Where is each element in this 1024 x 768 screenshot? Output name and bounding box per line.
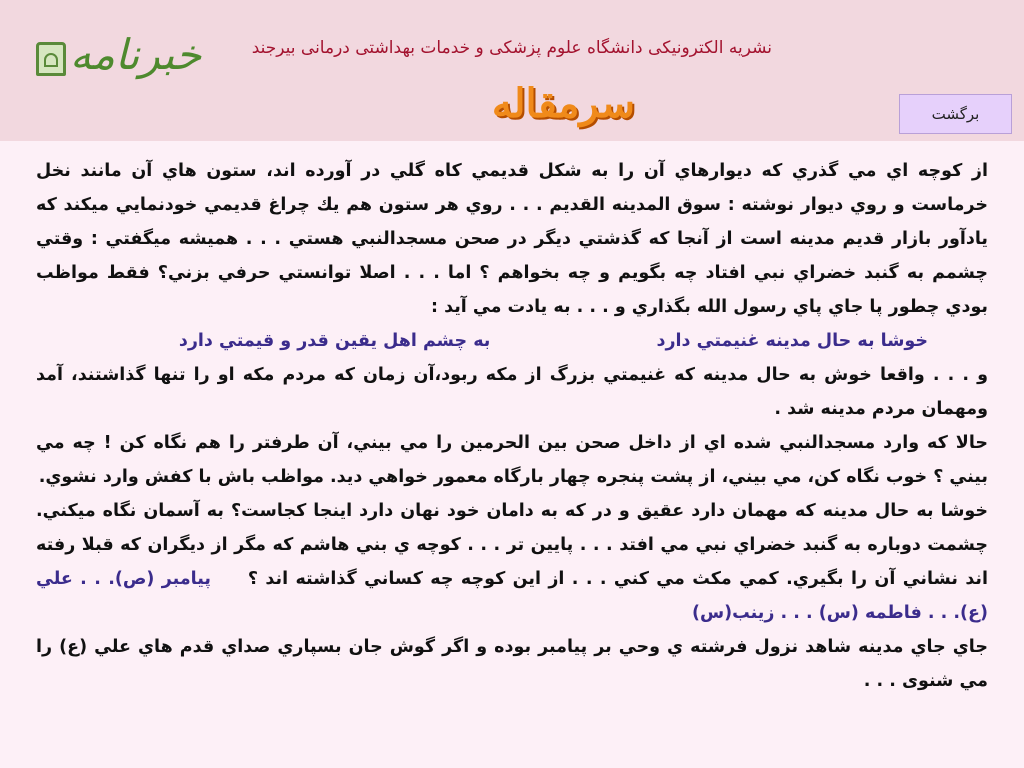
building-icon [36, 42, 66, 76]
logo [30, 30, 202, 110]
paragraph-1: از كوچه اي مي گذري كه ديوارهاي آن را به شكل قديمي كاه گلي در آورده اند، ستون هاي آن مانند نخل خرماست و روي ديوار نوشته : سوق المدينه القديم . . . روي هر ستون هم يك چراغ قديمي خودنمايي ميكند كه يادآور بازار قديم مدينه است از آنجا كه گذشتي ديگر در صحن مسجدالنبي هستي . . . هميشه ميگفتي : وقتي چشمم به گنبد خضراي نبي افتاد چه بگويم و چه بخواهم ؟ اما . . . اصلا توانستي حرفي بزني؟ فقط مواظب بودي چطور پا جاي پاي رسول الله بگذاري و . . . به يادت مي آيد : [36, 161, 988, 317]
newsletter-subtitle: نشريه الكترونيكی دانشگاه علوم پزشكی و خدمات بهداشتی درمانی بيرجند [251, 38, 772, 58]
back-button[interactable]: برگشت [899, 94, 1012, 134]
article-body [36, 154, 988, 698]
paragraph-4 [36, 494, 988, 630]
logo-text: خبرنامه [70, 30, 202, 79]
paragraph-3: حالا كه وارد مسجدالنبي شده اي از داخل صحن بين الحرمين را مي بيني، آن طرفتر را هم نگاه كن ! چه مي بيني ؟ خوب نگاه كن، مي بيني، از پشت پنجره چهار بارگاه معمور خواهي ديد. مواظب باش با كفش وارد نشوي. [36, 433, 988, 487]
article-title: سرمقاله [491, 80, 635, 127]
header-banner [0, 0, 1024, 141]
paragraph-5: جاي جاي مدينه شاهد نزول فرشته ي وحي بر پيامبر بوده و اگر گوش جان بسپاري صداي قدم هاي علي (ع) را مي شنوی . . . [36, 637, 988, 691]
poem-verse [36, 324, 988, 358]
holy-names: پيامبر (ص). . . علي (ع). . . فاطمه (س) . . . زينب(س) [36, 569, 988, 623]
verse-first-hemistich: خوشا به حال مدينه غنيمتي دارد [656, 331, 928, 351]
paragraph-4-text: خوشا به حال مدينه كه مهمان دارد عقيق و در كه به دامان خود نهان دارد اينجا كجاست؟ به آسمان نگاه ميكني. چشمت دوباره به گنبد خضراي نبي مي افتد . . . پايين تر . . . كوچه ي بني هاشم كه مگر از ديگران كه قبلا رفته اند نشاني آن را بگيري. كمي مكث مي كني . . . از اين كوچه چه كساني گذاشته اند ؟ [36, 501, 988, 589]
paragraph-2: و . . . واقعا خوش به حال مدينه كه غنيمتي بزرگ از مكه ربود،آن زمان كه مردم مكه او را تنها گذاشتند، آمد ومهمان مردم مدينه شد . [36, 365, 988, 419]
verse-second-hemistich: به چشم اهل يقين قدر و قيمتي دارد [178, 331, 491, 351]
